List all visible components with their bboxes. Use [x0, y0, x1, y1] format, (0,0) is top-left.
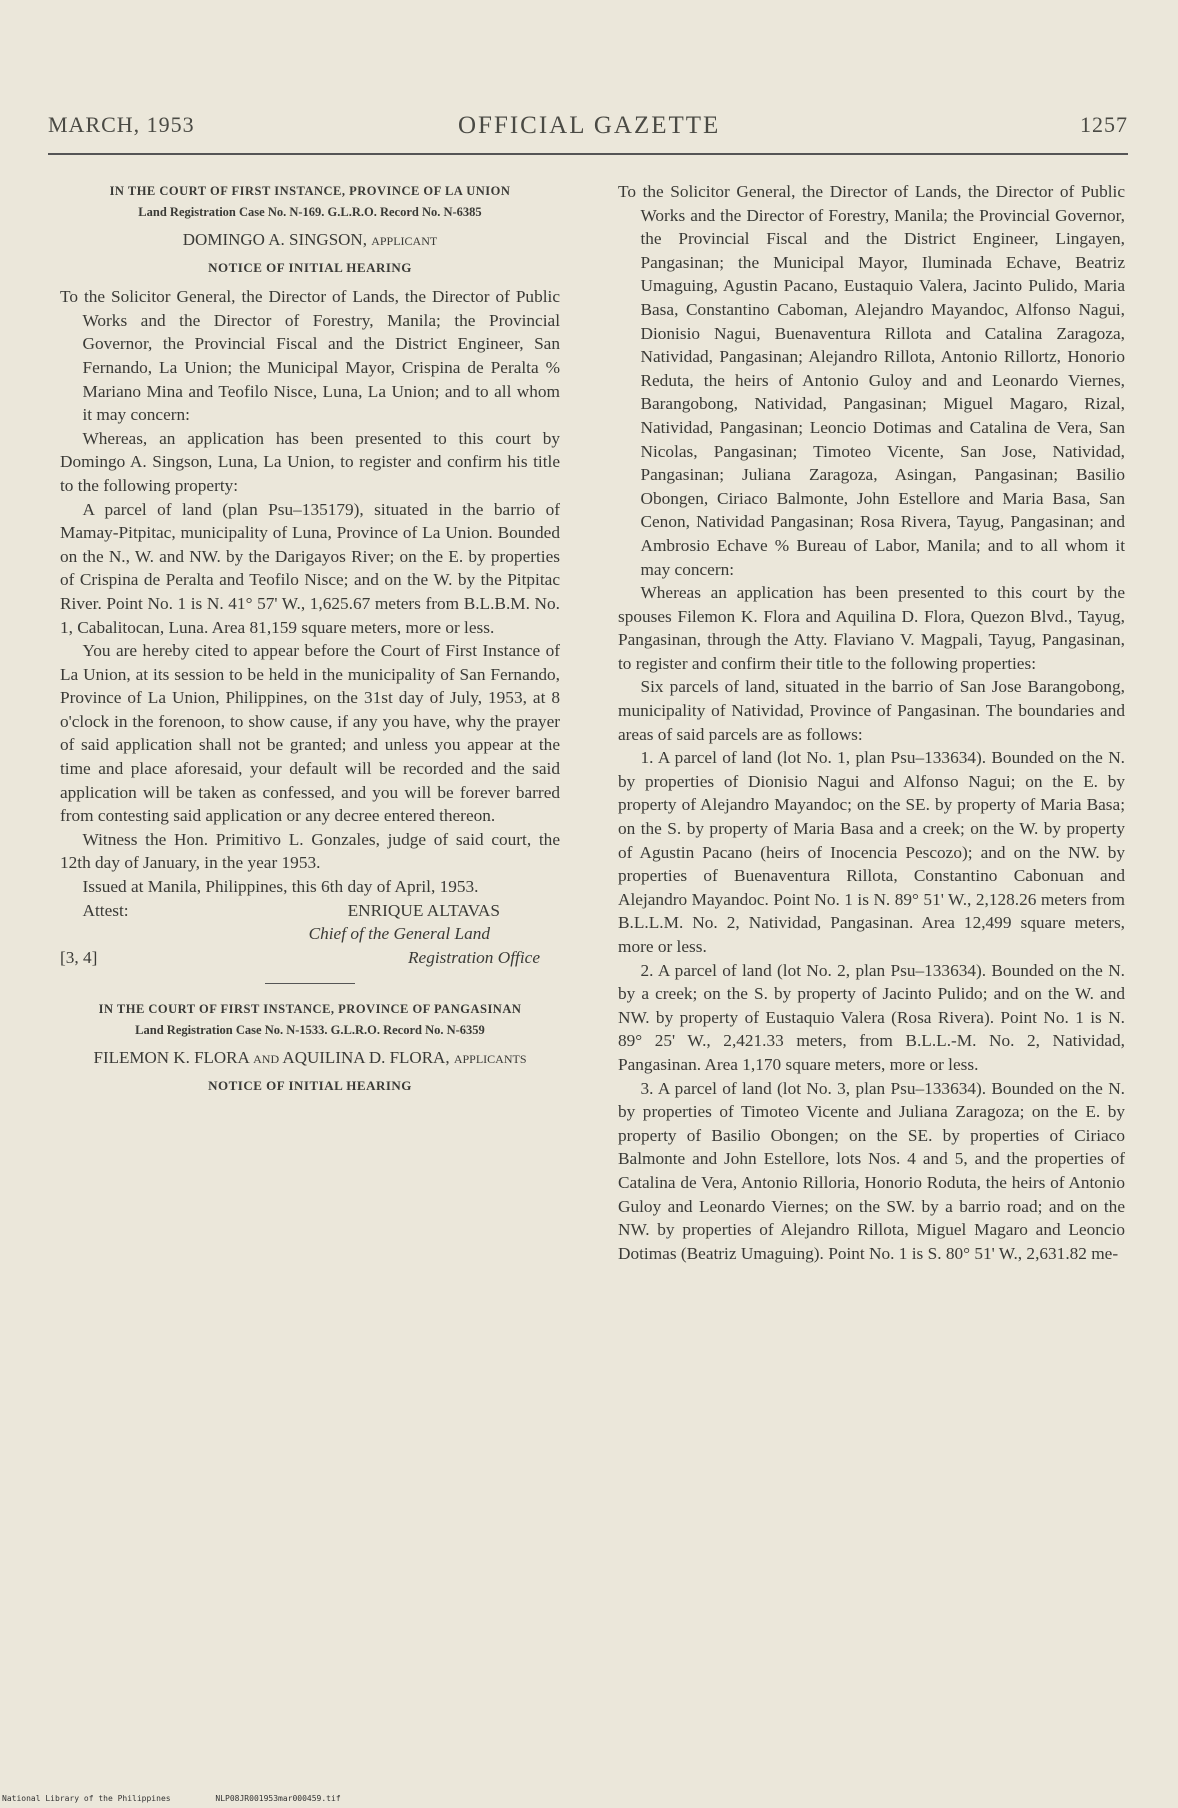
notice2-court: IN THE COURT OF FIRST INSTANCE, PROVINCE OF PANGASINAN: [98, 1002, 522, 1017]
right-column: [618, 180, 1125, 1265]
notice1-parties: DOMINGO A. SINGSON, applicant: [182, 230, 438, 249]
notice1-paragraph: Whereas, an application has been presented to this court by Domingo A. Singson, Luna, La Union, to register and confirm his title to the following property:: [60, 428, 560, 495]
scan-footer: [2, 1794, 381, 1803]
header-date: MARCH, 1953: [48, 112, 195, 137]
footer-library: National Library of the Philippines: [2, 1794, 171, 1803]
notice2-case: Land Registration Case No. N-1533. G.L.R.O. Record No. N-6359: [135, 1023, 485, 1038]
notice1-ref-row: [60, 946, 560, 970]
signer-title-line1: Chief of the General Land: [308, 924, 490, 944]
notice2-paragraph: Six parcels of land, situated in the barrio of San Jose Barangobong, municipality of Natividad, Province of Pangasinan. The boundaries and areas of said parcels are as follows:: [618, 677, 1125, 744]
left-column: [60, 180, 560, 1104]
notice2-title: NOTICE OF INITIAL HEARING: [208, 1078, 412, 1093]
notice2-parcel: 3. A parcel of land (lot No. 3, plan Psu–133634). Bounded on the N. by properties of Timoteo Vicente and Juliana Zaragoza; on the E. by property of Basilio Obongen; on the SE. by properties of Ciriaco Balmonte and John Estellore, lots Nos. 4 and 5, and the properties of Catalina de Vera, Antonio Rilloria, Honorio Roduta, the heirs of Antonio Guloy and Leonardo Viernes; on the SW. by a barrio road; and on the NW. by properties of Alejandro Rillota, Miguel Magaro and Leoncio Dotimas (Beatriz Umaguing). Point No. 1 is S. 80° 51' W., 2,631.82 me-: [618, 1078, 1125, 1263]
footer-file: NLP08JR001953mar000459.tif: [215, 1794, 341, 1803]
notice-divider: [265, 983, 355, 984]
header-page-number: 1257: [1080, 112, 1128, 137]
notice1-case: Land Registration Case No. N-169. G.L.R.O. Record No. N-6385: [138, 205, 482, 219]
signer-name: ENRIQUE ALTAVAS: [347, 900, 500, 920]
header-rule: [48, 153, 1128, 155]
notice2-parties: FILEMON K. FLORA and AQUILINA D. FLORA, applicants: [93, 1048, 527, 1068]
notice1-court: IN THE COURT OF FIRST INSTANCE, PROVINCE OF LA UNION: [109, 184, 511, 198]
running-header: [48, 112, 1128, 148]
header-title: OFFICIAL GAZETTE: [458, 112, 721, 139]
notice1-paragraph: A parcel of land (plan Psu–135179), situated in the barrio of Mamay-Pitpitac, municipality of Luna, Province of La Union. Bounded on the N., W. and NW. by the Darigayos River; on the E. by properties of Crispina de Peralta and Teofilo Nisce; and on the W. by the Pitpitac River. Point No. 1 is N. 41° 57' W., 1,625.67 meters from B.L.B.M. No. 1, Cabalitocan, Luna. Area 81,159 square meters, more or less.: [60, 499, 560, 637]
notice1-signature-row: [60, 899, 560, 923]
notice2-parcel: 1. A parcel of land (lot No. 1, plan Psu–133634). Bounded on the N. by properties of Dionisio Nagui and Alfonso Nagui; on the E. by property of Alejandro Mayandoc; on the SE. by property of Maria Basa; on the S. by property of Maria Basa and a creek; on the W. by property of Agustin Pacano (heirs of Inocencia Pescozo); and on the NW. by properties of Buenaventura Rillota, Constantino Cabonuan and Alejandro Mayandoc. Point No. 1 is N. 89° 51' W., 2,128.26 meters from B.L.L.M. No. 2, Natividad, Pangasinan. Area 12,499 square meters, more or less.: [618, 748, 1125, 956]
notice2-address: To the Solicitor General, the Director of Lands, the Director of Public Works and the Director of Forestry, Manila; the Provincial Governor, the Provincial Fiscal and the District Engineer, Lingayen, Pangasinan; the Municipal Mayor, Iluminada Echave, Beatriz Umaguing, Agustin Pacano, Eustaquio Valera, Jacinto Pulido, Maria Basa, Constantino Caboman, Alejandro Mayandoc, Alfonso Nagui, Dionisio Nagui, Buenaventura Rillota and Catalina Zaragoza, Natividad, Pangasinan; Alejandro Rillota, Antonio Rillortz, Honorio Reduta, the heirs of Antonio Guloy and and Leonardo Viernes, Barangobong, Natividad, Pangasinan; Miguel Magaro, Rizal, Natividad, Pangasinan; Leoncio Dotimas and Catalina de Vera, San Nicolas, Pangasinan; Timoteo Vicente, San Jose, Natividad, Pangasinan; Juliana Zaragoza, Asingan, Pangasinan; Basilio Obongen, Ciriaco Balmonte, John Estellore and Maria Basa, San Cenon, Natividad Pangasinan; Rosa Rivera, Tayug, Pangasinan; and Ambrosio Echave % Bureau of Labor, Manila; and to all whom it may concern:: [618, 182, 1125, 579]
notice2-parcel: 2. A parcel of land (lot No. 2, plan Psu–133634). Bounded on the N. by a creek; on the S. by property of Jacinto Pulido; and on the W. and NW. by property of Eustaquio Valera (Rosa Rivera). Point No. 1 is N. 89° 25' W., 2,421.33 meters, from B.L.L.-M. No. 2, Natividad, Pangasinan. Area 1,170 square meters, more or less.: [618, 960, 1125, 1074]
notice2-paragraph: Whereas an application has been presented to this court by the spouses Filemon K. Flora and Aquilina D. Flora, Quezon Blvd., Tayug, Pangasinan, through the Atty. Flaviano V. Magpali, Tayug, Pangasinan, to register and confirm their title to the following properties:: [618, 583, 1125, 673]
notice1-paragraph: Issued at Manila, Philippines, this 6th day of April, 1953.: [82, 877, 479, 897]
signer-title-line2: Registration Office: [408, 947, 540, 967]
notice1-ref: [3, 4]: [60, 947, 98, 967]
notice1-paragraph: You are hereby cited to appear before the Court of First Instance of La Union, at its session to be held in the municipality of San Fernando, Province of La Union, Philippines, on the 31st day of July, 1953, at 8 o'clock in the forenoon, to show cause, if any you have, why the prayer of said application shall not be granted; and unless you appear at the time and place aforesaid, your default will be recorded and the said application will be taken as confessed, and you will be forever barred from contesting said application or any decree entered thereon.: [60, 641, 560, 826]
notice1-paragraph: Witness the Hon. Primitivo L. Gonzales, judge of said court, the 12th day of January, in the year 1953.: [60, 829, 560, 873]
notice1-title: NOTICE OF INITIAL HEARING: [208, 259, 412, 275]
notice1-address: To the Solicitor General, the Director of Lands, the Director of Public Works and the Director of Forestry, Manila; the Provincial Governor, the Provincial Fiscal and the District Engineer, San Fernando, La Union; the Municipal Mayor, Crispina de Peralta % Mariano Mina and Teofilo Nisce, Luna, La Union; and to all whom it may concern:: [60, 287, 560, 425]
attest-label: Attest:: [82, 900, 129, 920]
